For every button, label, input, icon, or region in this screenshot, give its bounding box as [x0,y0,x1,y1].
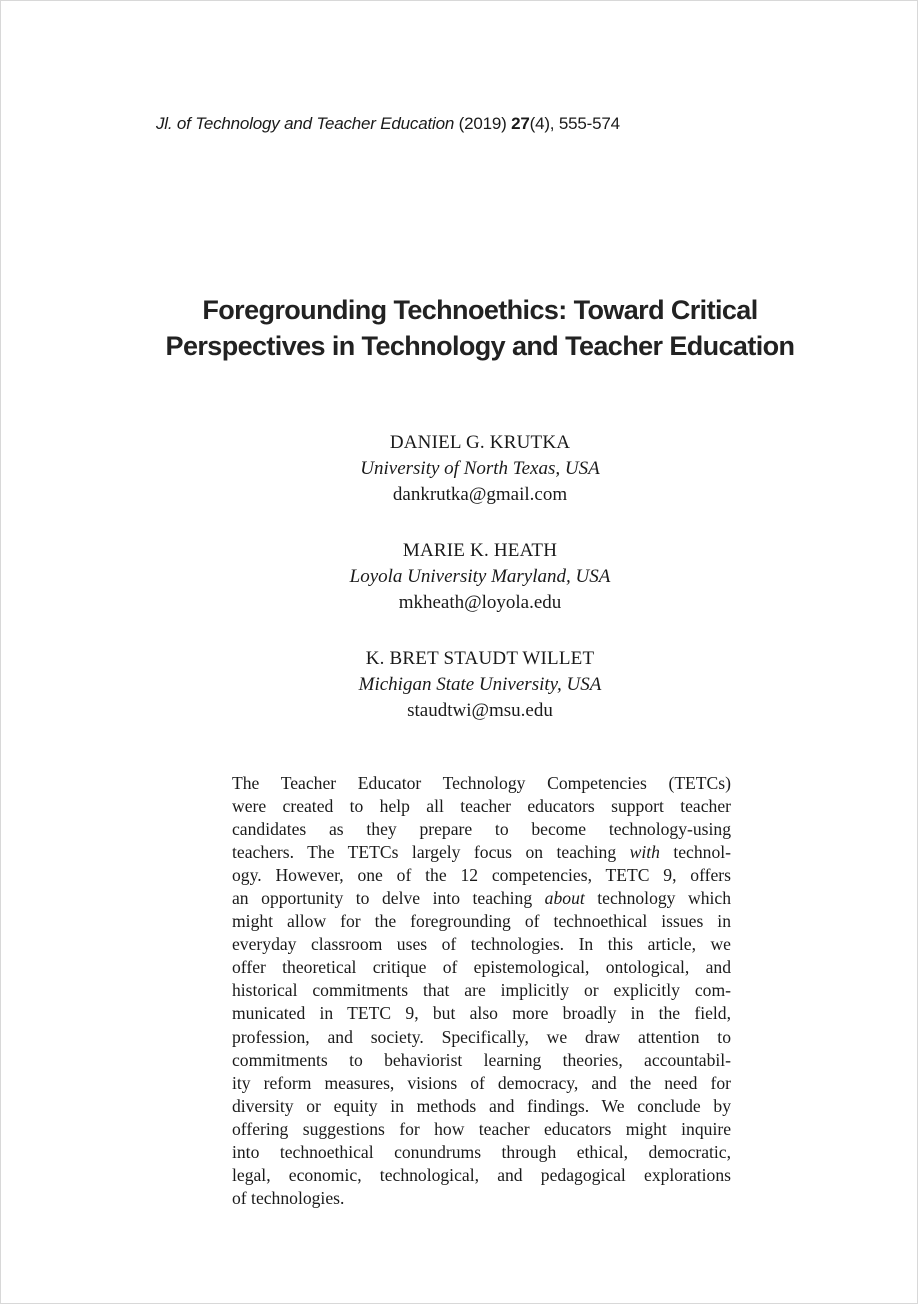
abstract-line: profession, and society. Specifically, we draw attention to [232,1026,731,1047]
abstract-line: might allow for the foregrounding of technoethical issues in [232,911,731,932]
paper-title-line-2: Perspectives in Technology and Teacher Education [165,331,795,361]
emphasis-about: about [544,888,585,909]
abstract-line [232,887,731,910]
author-email: dankrutka@gmail.com [392,484,568,505]
author-affiliation: University of North Texas, USA [360,458,600,479]
abstract-line: were created to help all teacher educators support teacher [232,796,731,817]
abstract-line: historical commitments that are implicitly or explicitly com- [232,980,731,1001]
journal-name: Jl. of Technology and Teacher Education [156,114,455,133]
emphasis-with: with [629,842,660,863]
journal-volume: 27 [511,114,530,133]
author-block [180,430,780,508]
abstract-line: municated in TETC 9, but also more broadly in the field, [232,1003,731,1024]
author-block [180,538,780,616]
abstract-line: everyday classroom uses of technologies. In this article, we [232,934,731,955]
abstract-text: technol- [659,842,731,863]
abstract-line [232,841,731,864]
journal-citation-header [156,114,620,134]
abstract-line: The Teacher Educator Technology Competencies (TETCs) [232,773,731,793]
paper-title-line-1: Foregrounding Technoethics: Toward Critical [202,295,758,325]
author-name: MARIE K. HEATH [402,540,558,561]
abstract-text: an opportunity to delve into teaching [232,888,545,909]
abstract-line: commitments to behaviorist learning theories, accountabil- [232,1049,731,1070]
abstract-line: offer theoretical critique of epistemological, ontological, and [232,957,731,978]
author-affiliation: Michigan State University, USA [358,674,602,695]
author-email: staudtwi@msu.edu [407,700,553,721]
abstract [232,772,731,1210]
author-name: DANIEL G. KRUTKA [389,432,571,453]
abstract-line: offering suggestions for how teacher educators might inquire [232,1118,731,1139]
abstract-text: teachers. The TETCs largely focus on teaching [232,842,630,863]
abstract-line: ity reform measures, visions of democracy, and the need for [232,1072,731,1093]
author-affiliation: Loyola University Maryland, USA [349,566,611,587]
abstract-line: legal, economic, technological, and pedagogical explorations [232,1164,731,1185]
journal-year: (2019) [454,114,512,133]
abstract-line: candidates as they prepare to become technology-using [232,819,731,840]
abstract-line: of technologies. [232,1187,345,1208]
abstract-line: ogy. However, one of the 12 competencies, TETC 9, offers [232,865,731,886]
author-email: mkheath@loyola.edu [398,592,562,613]
paper-title [100,292,860,364]
author-list [180,430,780,754]
abstract-line: into technoethical conundrums through ethical, democratic, [232,1141,731,1162]
journal-issue-pages: (4), 555-574 [529,114,620,133]
abstract-line: diversity or equity in methods and findings. We conclude by [232,1095,731,1116]
abstract-text: technology which [584,888,731,909]
author-name: K. BRET STAUDT WILLET [365,648,595,669]
author-block [180,646,780,724]
